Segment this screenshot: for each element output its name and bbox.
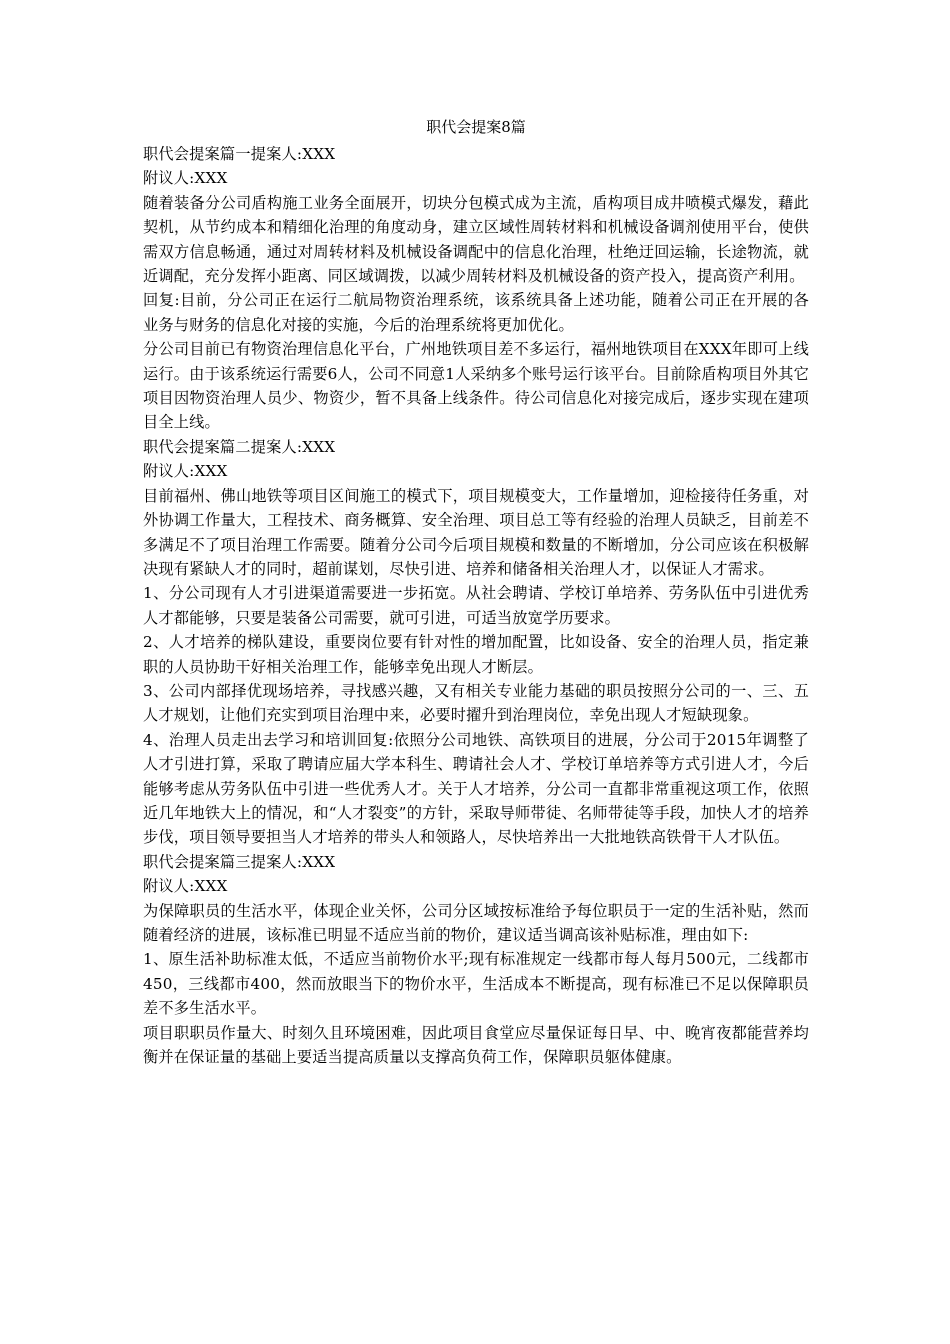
proposal-3-heading: 职代会提案篇三提案人:XXX — [143, 852, 336, 871]
proposal-2-item-3: 3、公司内部择优现场培养，寻找感兴趣，又有相关专业能力基础的职员按照分公司的一、三、五人才规划，让他们充实到项目治理中来，必要时擢升到治理岗位，幸免出现人才短缺现象。 — [143, 681, 809, 725]
proposal-2-item-4: 4、治理人员走出去学习和培训回复:依照分公司地铁、高铁项目的进展，分公司于2015年调整了人才引进打算，采取了聘请应届大学本科生、聘请社会人才、学校订单培养等方式引进人才，今后能够考虑从劳务队伍中引进一些优秀人才。关于人才培养，分公司一直都非常重视这项工作，依照近几年地铁大上的情况，和“人才裂变”的方针，采取导师带徒、名师带徒等手段，加快人才的培养步伐，项目领导要担当人才培养的带头人和领路人，尽快培养出一大批地铁高铁骨干人才队伍。 — [143, 730, 809, 847]
proposal-1-body: 随着装备分公司盾构施工业务全面展开，切块分包模式成为主流，盾构项目成井喷模式爆发，藉此契机，从节约成本和精细化治理的角度动身，建立区域性周转材料和机械设备调剂使用平台，使供需双方信息畅通，通过对周转材料及机械设备调配中的信息化治理，杜绝迂回运输，长途物流，就近调配，充分发挥小距离、同区域调拨，以减少周转材料及机械设备的资产投入，提高资产利用。 — [143, 193, 809, 286]
proposal-2-body: 目前福州、佛山地铁等项目区间施工的模式下，项目规模变大，工作量增加，迎检接待任务重，对外协调工作量大，工程技术、商务概算、安全治理、项目总工等有经验的治理人员缺乏，目前差不多满足不了项目治理工作需要。随着分公司今后项目规模和数量的不断增加，分公司应该在积极解决现有紧缺人才的同时，超前谋划，尽快引进、培养和储备相关治理人才，以保证人才需求。 — [143, 486, 809, 578]
proposal-1-seconder: 附议人:XXX — [143, 169, 228, 188]
proposal-3-item-1: 1、原生活补助标准太低，不适应当前物价水平;现有标准规定一线都市每人每月500元，二线都市450，三线都市400，然而放眼当下的物价水平，生活成本不断提高，现有标准已不足以保障职员差不多生活水平。 — [143, 950, 809, 1018]
proposal-1-reply-detail: 分公司目前已有物资治理信息化平台，广州地铁项目差不多运行，福州地铁项目在XXX年即可上线运行。由于该系统运行需要6人，公司不同意1人采纳多个账号运行该平台。目前除盾构项目外其它项目因物资治理人员少、物资少，暂不具备上线条件。待公司信息化对接完成后，逐步实现在建项目全上线。 — [143, 340, 810, 432]
document-page — [143, 116, 809, 1069]
proposal-1-heading: 职代会提案篇一提案人:XXX — [143, 145, 336, 163]
proposal-2-heading: 职代会提案篇二提案人:XXX — [143, 437, 336, 456]
proposal-2-seconder: 附议人:XXX — [143, 462, 228, 481]
proposal-3-body: 为保障职员的生活水平，体现企业关怀，公司分区域按标准给予每位职员于一定的生活补贴，然而随着经济的进展，该标准已明显不适应当前的物价，建议适当调高该补贴标准，理由如下: — [143, 901, 809, 944]
proposal-3-item-2: 项目职职员作量大、时刻久且环境困难，因此项目食堂应尽量保证每日早、中、晚宵夜都能营养均衡并在保证量的基础上要适当提高质量以支撑高负荷工作，保障职员躯体健康。 — [143, 1023, 809, 1067]
proposal-2-item-1: 1、分公司现有人才引进渠道需要进一步拓宽。从社会聘请、学校订单培养、劳务队伍中引进优秀人才都能够，只要是装备公司需要，就可引进，可适当放宽学历要求。 — [143, 584, 809, 627]
proposal-2-item-2: 2、人才培养的梯队建设，重要岗位要有针对性的增加配置，比如设备、安全的治理人员，指定兼职的人员协助干好相关治理工作，能够幸免出现人才断层。 — [143, 633, 809, 676]
proposal-1-reply: 回复:目前，分公司正在运行二航局物资治理系统，该系统具备上述功能，随着公司正在开展的各业务与财务的信息化对接的实施，今后的治理系统将更加优化。 — [143, 291, 809, 334]
proposal-3-seconder: 附议人:XXX — [143, 877, 228, 896]
document-title: 职代会提案8篇 — [426, 118, 526, 136]
